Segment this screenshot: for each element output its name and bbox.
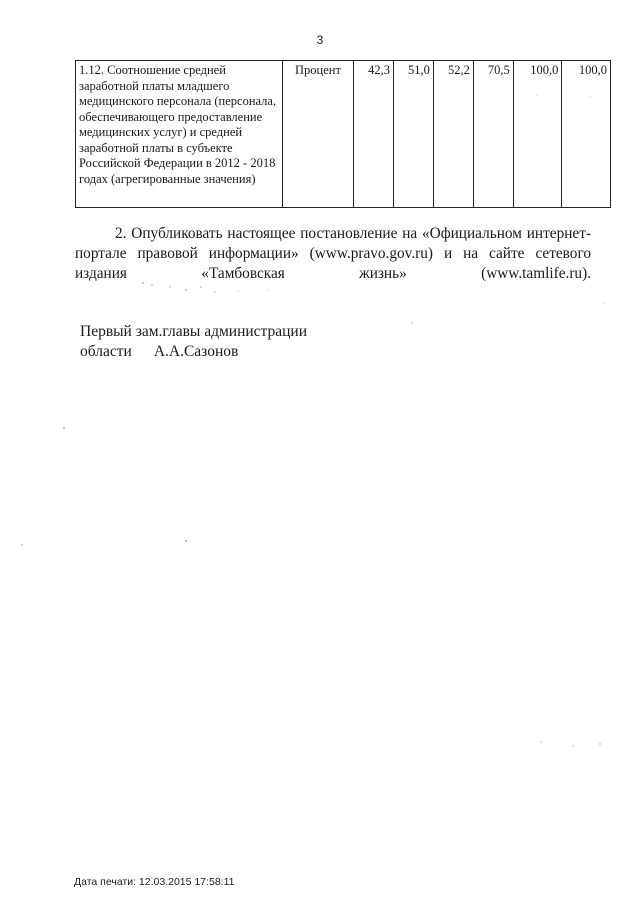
signature-line2 [80,342,307,362]
value-cell-2017: 100,0 [513,61,562,208]
print-date-footer: Дата печати: 12.03.2015 17:58:11 [74,876,235,888]
value-cell-2014: 51,0 [393,61,433,208]
page-number: 3 [316,33,324,47]
indicator-name-cell: 1.12. Соотношение средней заработной платы младшего медицинского персонала (персонала, обеспечивающего предоставление медицинских услуг) и средней заработной платы в субъекте Российской Федерации в 2012 - 2018 годах (агрегированные значения) [76,61,283,208]
value-cell-2016: 70,5 [473,61,513,208]
indicator-table [75,60,611,208]
publication-paragraph: 2. Опубликовать настоящее постановление на «Официальном интернет-портале правовой информации» (www.pravo.gov.ru) и на сайте сетевого издания «Тамбовская жизнь» (www.tamlife.ru). [75,225,591,282]
unit-cell: Процент [283,61,354,208]
signature-position-line2: области [80,343,132,360]
publication-paragraph-block [75,224,591,304]
signature-block [80,322,307,362]
signature-position-line1: Первый зам.главы администрации [80,323,308,340]
signatory-name: А.А.Сазонов [153,343,239,360]
table-row [76,61,611,208]
value-cell-2015: 52,2 [433,61,473,208]
value-cell-2018: 100,0 [562,61,611,208]
value-cell-2013: 42,3 [354,61,394,208]
